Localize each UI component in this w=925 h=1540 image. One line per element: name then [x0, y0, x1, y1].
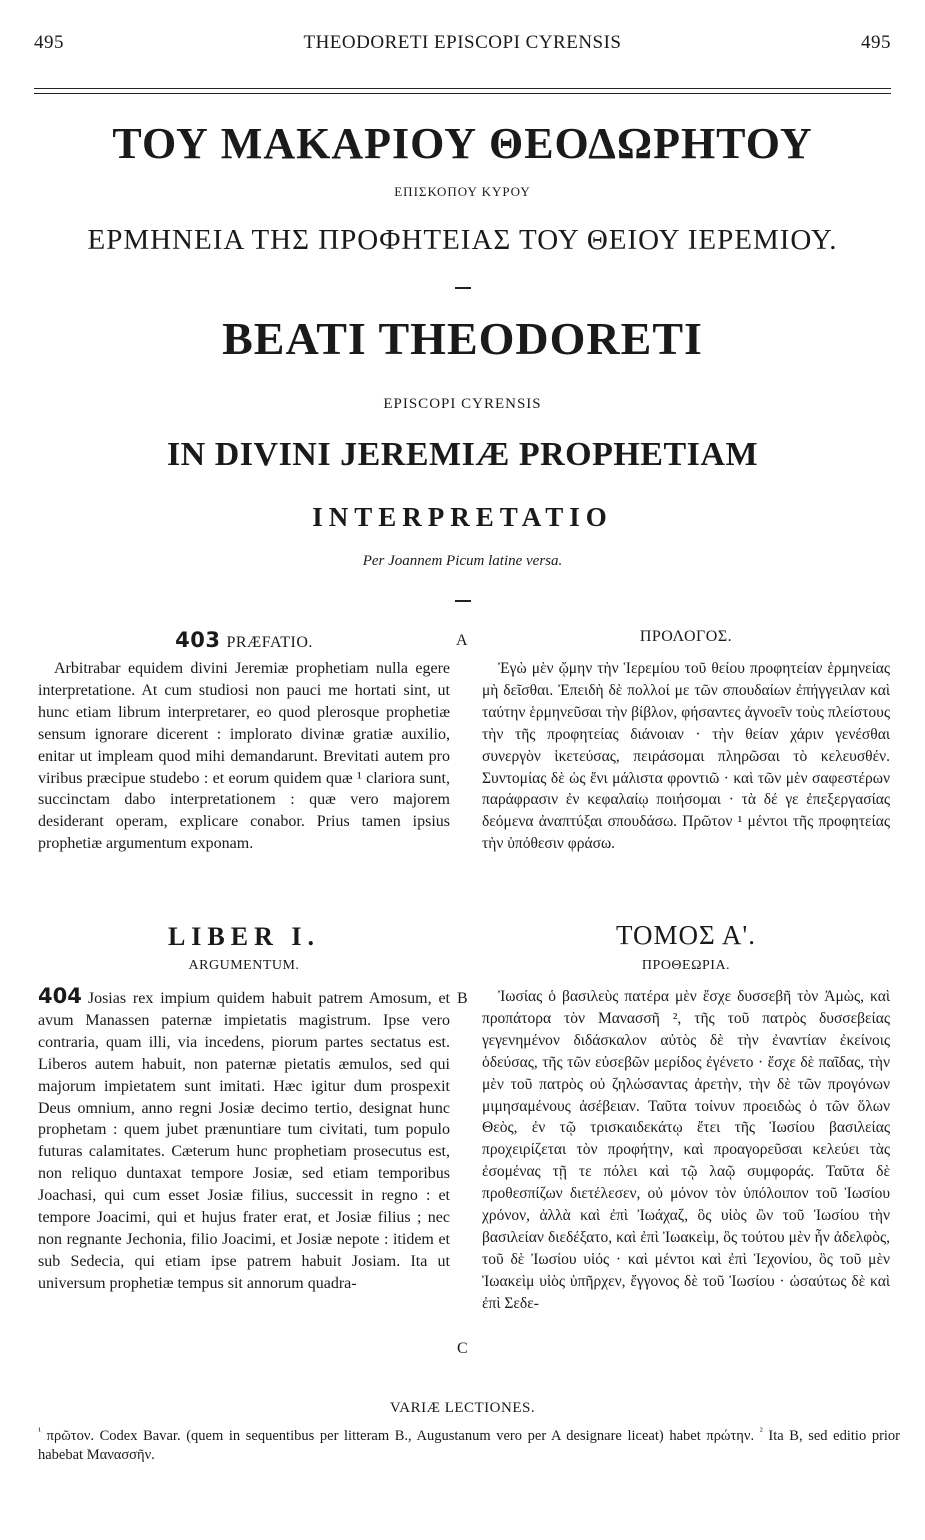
header-rule-bottom — [34, 93, 891, 94]
protheoria-text-block — [482, 986, 890, 1315]
greek-book-heading: ΤΟΜΟΣ Α'. — [615, 920, 757, 950]
running-title: THEODORETI EPISCOPI CYRENSIS — [303, 32, 622, 53]
footnote-1-mark: ¹ — [38, 1426, 41, 1437]
protheoria-paragraph: Ἰωσίας ὁ βασιλεὺς πατέρα μὲν ἔσχε δυσσεβῆ τὸν Ἀμὼς, καὶ προπάτορα τὸν Μανασσῆ ², τῆς τοῦ πατρὸς δυσσεβείας γεγενημένον διδάσκαλον αὐτὸς δὲ τὴν ἐναντίαν ἐκείνοις ὁδεύσας, τῆς τῶν εὐσεβῶν μερίδος ἐγένετο · ἔσχε δὲ παῖδας, τὴν μὲν τοῦ πατρὸς οὐ ζηλώσαντας ἀρετὴν, τὴν δὲ τῶν προγόνων μιμησαμένους ἀσέβειαν. Ταῦτα τοίνυν προειδὼς ὁ τῶν ὅλων Θεὸς, ἐν τῷ τρισκαιδεκάτῳ ἔτει τῆς Ἰωσίου βασιλείας προχειρίζεται τὸν προφήτην, καὶ προαγορεῦσαι κελεύει τὰς ἐσομένας τῇ τε πόλει καὶ τῷ λαῷ συμφοράς. Ταῦτα δὲ προθεσπίζων διετέλεσεν, οὐ μόνον τὸν ὑπόλοιπον τοῦ Ἰωσίου χρόνον, ἀλλὰ καὶ ἐπὶ Ἰωάχαζ, ὃς υἱὸς ὢν τοῦ Ἰωσίου τὴν βασιλείαν διεδέξατο, καὶ ἐπὶ Ἰωακεὶμ, ὃς τούτου μὲν ἦν ἀδελφὸς, τοῦ δὲ Ἰωσίου υἱός · καὶ μέντοι καὶ ἐπὶ Ἰεχονίου, ὃς τοῦ μὲν Ἰωακεὶμ υἱὸς ὑπῆρχεν, ἔγγονος δὲ τοῦ Ἰωσίου · ὡσαύτως δὲ καὶ ἐπὶ Σεδε- — [482, 988, 890, 1312]
title-divider-2 — [455, 600, 471, 602]
footnote-2: Ita B, sed editio prior habebat Μανασσῆν. — [38, 1427, 901, 1463]
page-number-left: 495 — [34, 32, 64, 53]
argument-paragraph — [38, 986, 450, 1295]
margin-letter-c: C — [457, 1340, 468, 1357]
latin-work-title-2: INTERPRETATIO — [312, 502, 613, 532]
latin-work-title: IN DIVINI JEREMIÆ PROPHETIAM — [166, 436, 759, 473]
column-number-403: 403 — [175, 628, 221, 652]
latin-title: BEATI THEODORETI — [222, 313, 703, 364]
greek-subtitle: ΕΠΙΣΚΟΠΟΥ ΚΥΡΟΥ — [394, 184, 531, 199]
footnote-2-mark: ² — [759, 1426, 763, 1437]
preface-paragraph: Arbitrabar equidem divini Jeremiæ prophetiam nulla egere interpretatione. At cum studiosi non pauci me hortati sint, ut hunc etiam librum interpretarer, eo quod plerosque prophetiæ sensum ignorare dicerent : implorato divinæ gratiæ auxilio, enitar ut impleam quod mihi demandarunt. Brevitati autem pro viribus præcipue studebo : et eorum quidem quæ ¹ clariora sunt, succinctam dabo interpretationem : quæ vero majorem desiderant operam, explicare conabor. Prius tamen ipsius prophetiæ argumentum exponam. — [38, 660, 450, 853]
latin-subtitle: EPISCOPI CYRENSIS — [383, 396, 542, 412]
greek-argument-heading: ΠΡΟΘΕΩΡΙΑ. — [641, 958, 731, 973]
greek-work-title: ΕΡΜΗΝΕΙΑ ΤΗΣ ΠΡΟΦΗΤΕΙΑΣ ΤΟΥ ΘΕΙΟΥ ΙΕΡΕΜΙΟΥ. — [87, 224, 838, 256]
translator-line: Per Joannem Picum latine versa. — [362, 553, 563, 569]
preface-heading-block — [38, 628, 450, 652]
prologue-text-block — [482, 658, 890, 855]
title-divider-1 — [455, 287, 471, 289]
running-header — [34, 32, 891, 58]
margin-letter-b: B — [457, 990, 468, 1007]
argument-text-block — [38, 986, 450, 1295]
preface-text-block — [38, 658, 450, 855]
footnotes — [38, 1422, 900, 1465]
greek-title: ΤΟΥ ΜΑΚΑΡΙΟΥ ΘΕΟΔΩΡΗΤΟΥ — [112, 119, 813, 168]
argument-text: Josias rex impium quidem habuit patrem Amosum, et avum Manassen paternæ impietatis magistrum. Ipse vero contraria, quam illi, via incedens, piorum partes sectatus est. Liberos autem habuit, non paternæ pietatis æmulos, sed qui majorum impietatem sunt imitati. Hæc igitur dum prospexit Deus omnium, anno regni Josiæ decimo tertio, designat hunc prophetam : quem jubet prænuntiare tum civitati, tum populo futuras calamitates. Cæterum hunc prophetiam prosecutus est, non reliquo duntaxat tempore Josiæ, sed etiam temporibus Joachasi, qui cum esset Josiæ filius, successit in regno : et tempore Joacimi, qui et hujus frater erat, et Josiæ filius ; nec non regnante Jechonia, filio Joacimi, et Josiæ nepote : itidem et sub Sedecia, qui etiam ipse patrem habuit Josiam. Ita ut universum prophetiæ tempus sit annorum quadra- — [38, 990, 450, 1292]
column-number-404: 404 — [38, 984, 82, 1008]
latin-argument-heading: ARGUMENTUM. — [188, 958, 300, 973]
margin-letter-a: A — [456, 632, 468, 649]
prologue-paragraph: Ἐγὼ μὲν ᾤμην τὴν Ἱερεμίου τοῦ θείου προφητείαν ἑρμηνείας μὴ δεῖσθαι. Ἐπειδὴ δὲ πολλοί με τῶν σπουδαίων ἐπήγγειλαν καὶ ταύτην ἑρμηνεῦσαι τὴν βίβλον, φήσαντες ἀγνοεῖν τοὺς πλείστους τὴν τῆς προφητείας διάνοιαν · τὴν θείαν χάριν γενέσθαι συνεργὸν ἱκετεύσας, πειράσομαι πληρῶσαι τὸ κελευσθέν. Συντομίας δὲ ὡς ἔνι μάλιστα φροντιῶ · καὶ τῶν μὲν σαφεστέρων παράφρασιν ἐν κεφαλαίῳ ποιήσομαι · τὰ δέ γε ἐπεξεργασίας δεόμενα ἀναπτύξαι σπουδάσω. Πρῶτον ¹ μέντοι τῆς προφητείας τὴν ὑπόθεσιν φράσω. — [482, 660, 890, 853]
latin-book-heading: LIBER I. — [167, 922, 321, 951]
header-rule-top — [34, 88, 891, 89]
preface-heading: PRÆFATIO. — [226, 634, 313, 651]
page-number-right: 495 — [861, 32, 891, 53]
prologue-heading: ΠΡΟΛΟΓΟΣ. — [639, 628, 733, 645]
footnote-1: πρῶτον. Codex Bavar. (quem in sequentibus per litteram B., Augustanum vero per A designare liceat) habet πρώτην. — [46, 1427, 755, 1444]
variant-readings-heading: VARIÆ LECTIONES. — [389, 1400, 536, 1416]
